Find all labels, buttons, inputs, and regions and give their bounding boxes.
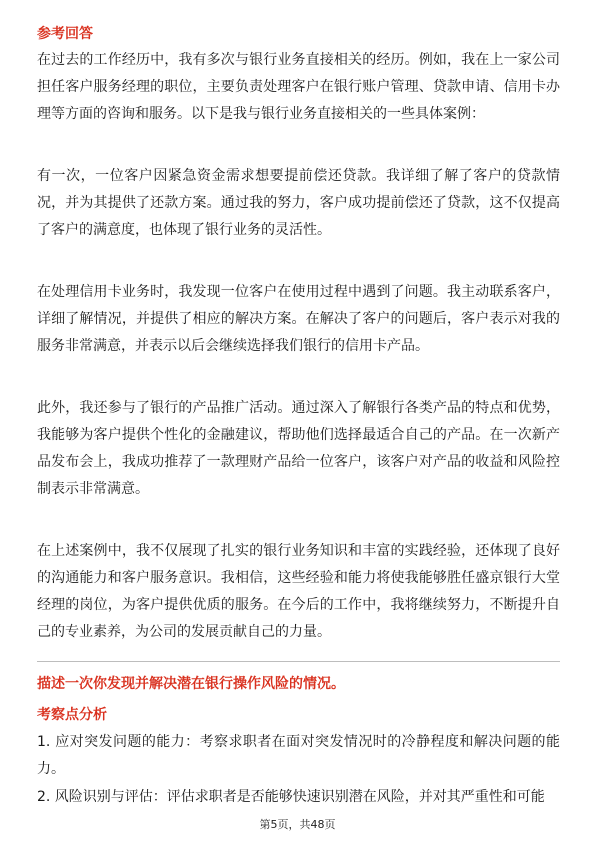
section-divider — [37, 661, 560, 662]
answer-paragraph-5: 在上述案例中，我不仅展现了扎实的银行业务知识和丰富的实践经验，还体现了良好的沟通能力和客户服务意识。我相信，这些经验和能力将使我能够胜任盛京银行大堂经理的岗位，为客户提供优质的服务。在今后的工作中，我将继续努力，不断提升自己的专业素养，为公司的发展贡献自己的力量。 — [37, 543, 560, 640]
analysis-item-2: 2. 风险识别与评估：评估求职者是否能够快速识别潜在风险，并对其严重性和可能 — [37, 789, 545, 805]
answer-paragraph-3: 在处理信用卡业务时，我发现一位客户在使用过程中遇到了问题。我主动联系客户，详细了解情况，并提供了相应的解决方案。在解决了客户的问题后，客户表示对我的服务非常满意，并表示以后会继续选择我们银行的信用卡产品。 — [37, 284, 560, 354]
page-footer: 第5页，共48页 — [259, 818, 336, 831]
answer-paragraph-1: 在过去的工作经历中，我有多次与银行业务直接相关的经历。例如，我在上一家公司担任客户服务经理的职位，主要负责处理客户在银行账户管理、贷款申请、信用卡办理等方面的咨询和服务。以下是我与银行业务直接相关的一些具体案例： — [37, 52, 560, 122]
answer-paragraph-4: 此外，我还参与了银行的产品推广活动。通过深入了解银行各类产品的特点和优势，我能够为客户提供个性化的金融建议，帮助他们选择最适合自己的产品。在一次新产品发布会上，我成功推荐了一款理财产品给一位客户，该客户对产品的收益和风险控制表示非常满意。 — [37, 400, 560, 497]
answer-paragraph-2: 有一次，一位客户因紧急资金需求想要提前偿还贷款。我详细了解了客户的贷款情况，并为其提供了还款方案。通过我的努力，客户成功提前偿还了贷款，这不仅提高了客户的满意度，也体现了银行业务的灵活性。 — [37, 168, 560, 238]
analysis-item-1: 1. 应对突发问题的能力：考察求职者在面对突发情况时的冷静程度和解决问题的能力。 — [37, 734, 560, 777]
section-title-analysis: 考察点分析 — [37, 707, 107, 723]
section-title-reference-answer: 参考回答 — [37, 26, 93, 42]
question-heading: 描述一次你发现并解决潜在银行操作风险的情况。 — [37, 676, 345, 692]
